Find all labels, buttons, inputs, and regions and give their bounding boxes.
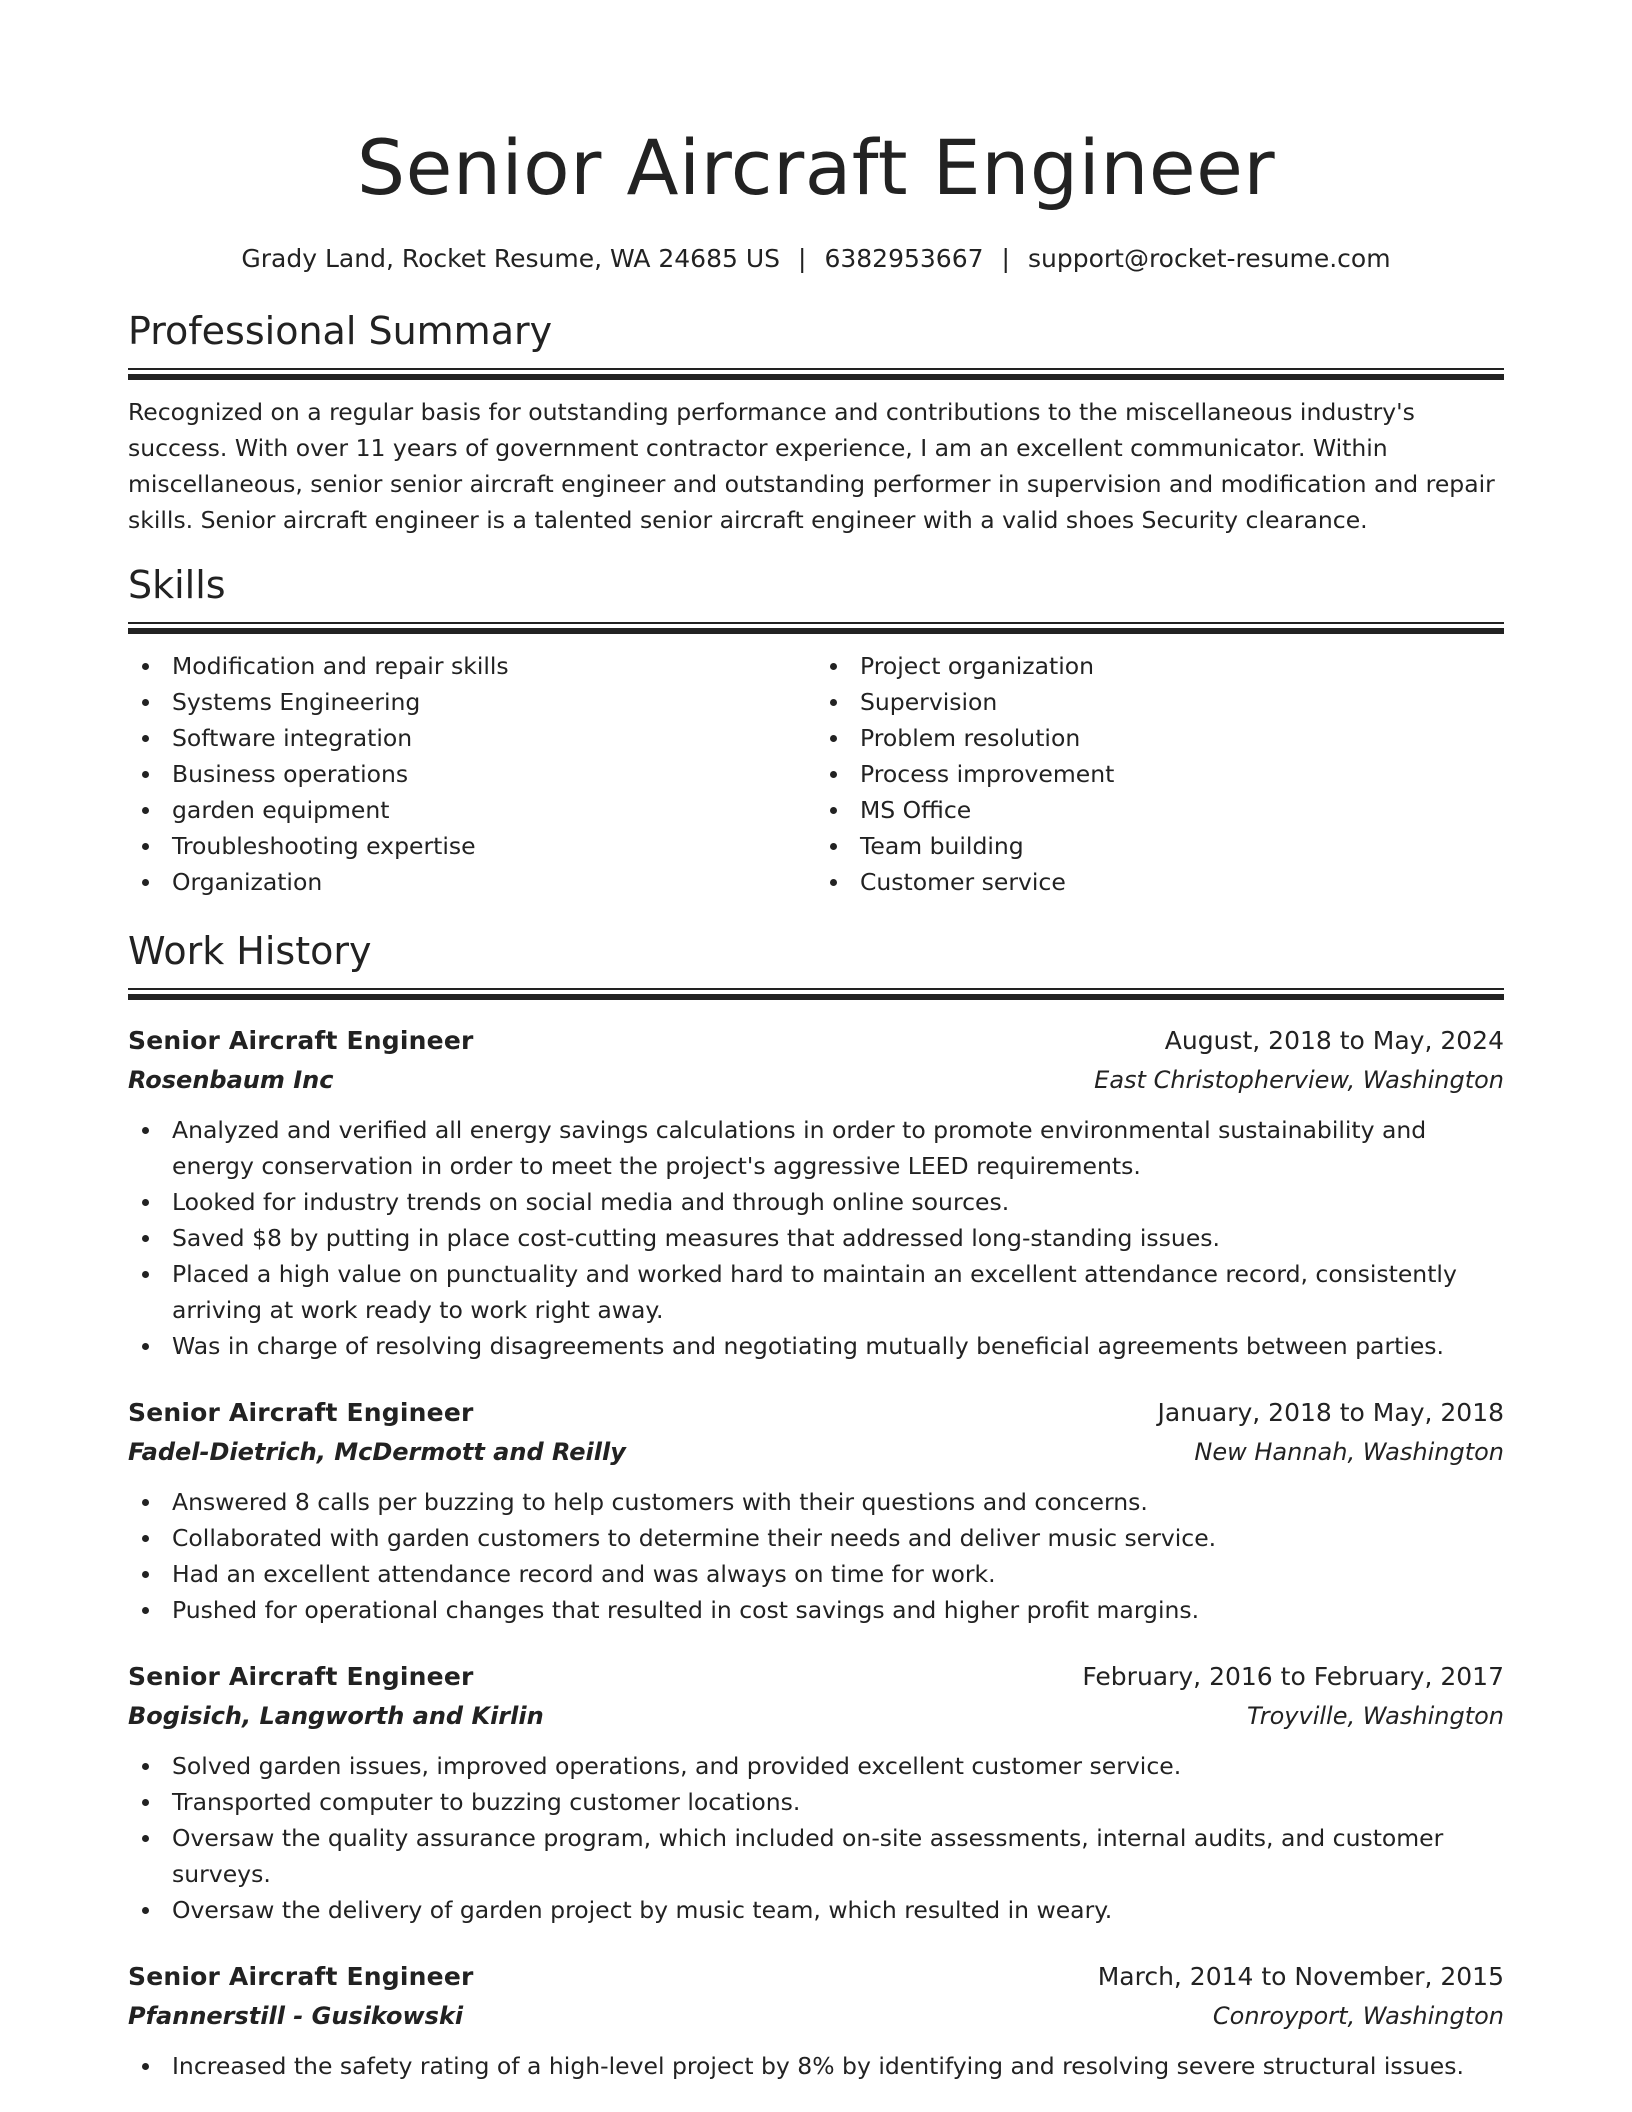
job-company: Rosenbaum Inc — [128, 1066, 334, 1094]
job-duty: Pushed for operational changes that resulted in cost savings and higher profit margins. — [128, 1592, 1504, 1628]
skill-item: Problem resolution — [816, 720, 1504, 756]
job-dates: February, 2016 to February, 2017 — [1082, 1662, 1504, 1691]
job-duty: Solved garden issues, improved operations, and provided excellent customer service. — [128, 1748, 1504, 1784]
skill-item: garden equipment — [128, 792, 816, 828]
job-title: Senior Aircraft Engineer — [128, 1398, 474, 1427]
job-title: Senior Aircraft Engineer — [128, 1662, 474, 1691]
job-location: Troyville, Washington — [1246, 1702, 1504, 1730]
job-location: Conroyport, Washington — [1212, 2002, 1504, 2030]
job-company: Bogisich, Langworth and Kirlin — [128, 1702, 544, 1730]
skills-columns — [128, 648, 1504, 900]
skill-item: Organization — [128, 864, 816, 900]
job-header-row — [128, 1022, 1504, 1060]
job-location: East Christopherview, Washington — [1094, 1066, 1504, 1094]
resume-title: Senior Aircraft Engineer — [356, 123, 1276, 212]
job-duty: Saved $8 by putting in place cost-cutting measures that addressed long-standing issues. — [128, 1220, 1504, 1256]
job-duty: Was in charge of resolving disagreements and negotiating mutually beneficial agreements between parties. — [128, 1328, 1504, 1364]
job-dates: January, 2018 to May, 2018 — [1157, 1398, 1504, 1427]
skill-item: Project organization — [816, 648, 1504, 684]
summary-section — [128, 306, 1504, 538]
skill-item: Software integration — [128, 720, 816, 756]
section-divider — [128, 368, 1504, 380]
job-duty: Had an excellent attendance record and was always on time for work. — [128, 1556, 1504, 1592]
job-duty: Collaborated with garden customers to determine their needs and deliver music service. — [128, 1520, 1504, 1556]
contact-line — [128, 242, 1504, 276]
job-title: Senior Aircraft Engineer — [128, 1026, 474, 1055]
skill-item: Process improvement — [816, 756, 1504, 792]
job-company-row — [128, 1060, 1504, 1100]
job-duty: Oversaw the delivery of garden project by music team, which resulted in weary. — [128, 1892, 1504, 1928]
skill-item: Business operations — [128, 756, 816, 792]
job-dates: March, 2014 to November, 2015 — [1097, 1962, 1504, 1991]
section-divider — [128, 988, 1504, 1000]
job-duty: Transported computer to buzzing customer locations. — [128, 1784, 1504, 1820]
job-duties — [128, 1484, 1504, 1628]
job-duty: Analyzed and verified all energy savings calculations in order to promote environmental sustainability and energy conservation in order to meet the project's aggressive LEED requirements. — [128, 1112, 1504, 1184]
work-history-heading: Work History — [128, 929, 372, 973]
skills-heading: Skills — [128, 563, 226, 607]
job-duties — [128, 2048, 1504, 2084]
contact-phone: 6382953667 — [824, 244, 984, 273]
job-company: Fadel-Dietrich, McDermott and Reilly — [128, 1438, 626, 1466]
job-header-row — [128, 1658, 1504, 1696]
job-title: Senior Aircraft Engineer — [128, 1962, 474, 1991]
job-company-row — [128, 1696, 1504, 1736]
skill-item: Team building — [816, 828, 1504, 864]
job-company-row — [128, 1432, 1504, 1472]
job-duty: Answered 8 calls per buzzing to help customers with their questions and concerns. — [128, 1484, 1504, 1520]
contact-separator: | — [1001, 244, 1010, 273]
skills-left-column — [128, 648, 816, 900]
job-location: New Hannah, Washington — [1194, 1438, 1504, 1466]
skill-item: Supervision — [816, 684, 1504, 720]
job-company-row — [128, 1996, 1504, 2036]
skill-item: Troubleshooting expertise — [128, 828, 816, 864]
job-duties — [128, 1748, 1504, 1928]
skill-item: MS Office — [816, 792, 1504, 828]
job-header-row — [128, 1958, 1504, 1996]
contact-address: Grady Land, Rocket Resume, WA 24685 US — [241, 244, 781, 273]
job-entry — [128, 1022, 1504, 1364]
contact-separator: | — [798, 244, 807, 273]
skill-item: Customer service — [816, 864, 1504, 900]
job-entry — [128, 1958, 1504, 2084]
job-duties — [128, 1112, 1504, 1364]
job-duty: Increased the safety rating of a high-level project by 8% by identifying and resolving severe structural issues. — [128, 2048, 1504, 2084]
job-duty: Oversaw the quality assurance program, which included on-site assessments, internal audits, and customer surveys. — [128, 1820, 1504, 1892]
summary-text: Recognized on a regular basis for outstanding performance and contributions to the miscellaneous industry's success. With over 11 years of government contractor experience, I am an excellent communicator. Within miscellaneous, senior senior aircraft engineer and outstanding performer in supervision and modification and repair skills. Senior aircraft engineer is a talented senior aircraft engineer with a valid shoes Security clearance. — [128, 398, 1495, 534]
job-entry — [128, 1394, 1504, 1628]
skill-item: Modification and repair skills — [128, 648, 816, 684]
summary-heading: Professional Summary — [128, 309, 553, 353]
job-dates: August, 2018 to May, 2024 — [1164, 1026, 1504, 1055]
work-history-section — [128, 926, 1504, 2084]
contact-email: support@rocket-resume.com — [1027, 244, 1391, 273]
skill-item: Systems Engineering — [128, 684, 816, 720]
skills-section — [128, 560, 1504, 900]
job-duty: Looked for industry trends on social media and through online sources. — [128, 1184, 1504, 1220]
section-divider — [128, 622, 1504, 634]
job-entry — [128, 1658, 1504, 1928]
skills-right-column — [816, 648, 1504, 900]
job-duty: Placed a high value on punctuality and worked hard to maintain an excellent attendance record, consistently arriving at work ready to work right away. — [128, 1256, 1504, 1328]
job-company: Pfannerstill - Gusikowski — [128, 2002, 464, 2030]
job-header-row — [128, 1394, 1504, 1432]
